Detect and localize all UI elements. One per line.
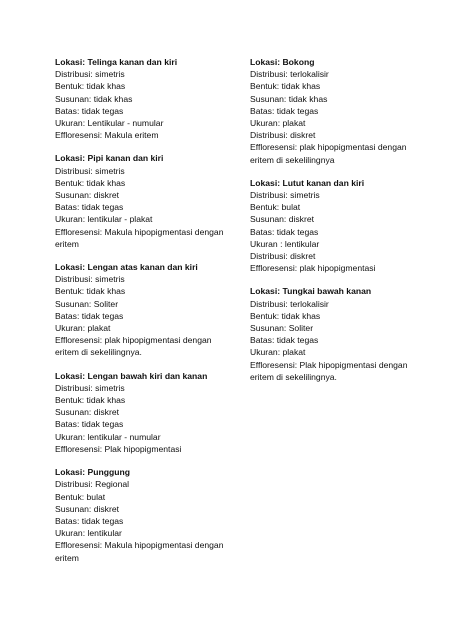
detail-line: Susunan: tidak khas [55,93,133,104]
location-block [250,177,425,275]
detail-line: Distribusi: simetris [55,69,125,80]
location-block [250,285,425,383]
detail-line: Bentuk: bulat [55,491,106,502]
location-block [55,261,235,359]
location-heading: Lokasi: Lengan atas kanan dan kiri [55,262,198,273]
location-heading: Lokasi: Lutut kanan dan kiri [250,177,365,188]
detail-line: Effloresensi: plak hipopigmentasi dengan eritem di sekelilingnya [250,142,407,165]
detail-line: Susunan: diskret [55,190,120,201]
detail-line: Effloresensi: Makula hipopigmentasi dengan eritem [55,226,224,249]
detail-line: Effloresensi: plak hipopigmentasi [250,263,376,274]
detail-line: Effloresensi: Plak hipopigmentasi [55,443,182,454]
location-heading: Lokasi: Bokong [250,57,315,67]
detail-line: Distribusi: simetris [55,274,125,285]
location-block [55,152,235,250]
detail-line: Susunan: diskret [55,407,120,418]
detail-line: Batas: tidak tegas [55,202,124,213]
right-column [250,56,425,394]
location-heading: Lokasi: Pipi kanan dan kiri [55,153,164,164]
detail-line: Ukuran: lentikular - plakat [55,214,153,225]
detail-line: Ukuran : lentikular [250,238,320,249]
location-heading: Lokasi: Lengan bawah kiri dan kanan [55,370,208,381]
detail-line: Bentuk: bulat [250,202,301,213]
location-block [250,56,425,166]
detail-line: Batas: tidak tegas [55,310,124,321]
detail-line: Bentuk: tidak khas [250,81,321,92]
location-block [55,56,235,141]
detail-line: Distribusi: Regional [55,479,130,490]
location-heading: Lokasi: Tungkai bawah kanan [250,286,372,297]
detail-line: Batas: tidak tegas [250,335,319,346]
detail-line: Ukuran: lentikular - numular [55,431,161,442]
location-heading: Lokasi: Punggung [55,467,130,478]
detail-line: Susunan: diskret [55,503,120,514]
detail-line: Batas: tidak tegas [55,105,124,116]
detail-line: Batas: tidak tegas [55,515,124,526]
detail-line: Effloresensi: Makula eritem [55,130,159,141]
detail-line: Distribusi: simetris [250,190,320,201]
detail-line: Batas: tidak tegas [55,419,124,430]
left-column [55,56,235,575]
detail-line: Ukuran: plakat [250,118,306,129]
detail-line: Bentuk: tidak khas [55,286,126,297]
detail-line: Bentuk: tidak khas [55,395,126,406]
detail-line: Distribusi: terlokalisir [250,298,329,309]
detail-line: Bentuk: tidak khas [55,177,126,188]
detail-line: Ukuran: plakat [250,347,306,358]
detail-line: Distribusi: diskret [250,130,316,141]
detail-line: Effloresensi: Makula hipopigmentasi dengan eritem [55,540,224,563]
location-block [55,370,235,455]
detail-line: Susunan: diskret [250,214,315,225]
detail-line: Susunan: tidak khas [250,93,328,104]
detail-line: Distribusi: simetris [55,382,125,393]
location-heading: Lokasi: Telinga kanan dan kiri [55,57,178,67]
detail-line: Ukuran: Lentikular - numular [55,118,164,129]
detail-line: Ukuran: plakat [55,323,111,334]
detail-line: Batas: tidak tegas [250,105,319,116]
detail-line: Susunan: Soliter [250,323,314,334]
detail-line: Distribusi: simetris [55,165,125,176]
detail-line: Distribusi: terlokalisir [250,69,329,80]
location-block [55,466,235,564]
detail-line: Bentuk: tidak khas [55,81,126,92]
detail-line: Batas: tidak tegas [250,226,319,237]
detail-line: Susunan: Soliter [55,298,119,309]
detail-line: Effloresensi: plak hipopigmentasi dengan eritem di sekelilingnya. [55,335,212,358]
detail-line: Bentuk: tidak khas [250,310,321,321]
detail-line: Ukuran: lentikular [55,528,122,539]
detail-line: Distribusi: diskret [250,251,316,262]
detail-line: Effloresensi: Plak hipopigmentasi dengan eritem di sekelilingnya. [250,359,408,382]
